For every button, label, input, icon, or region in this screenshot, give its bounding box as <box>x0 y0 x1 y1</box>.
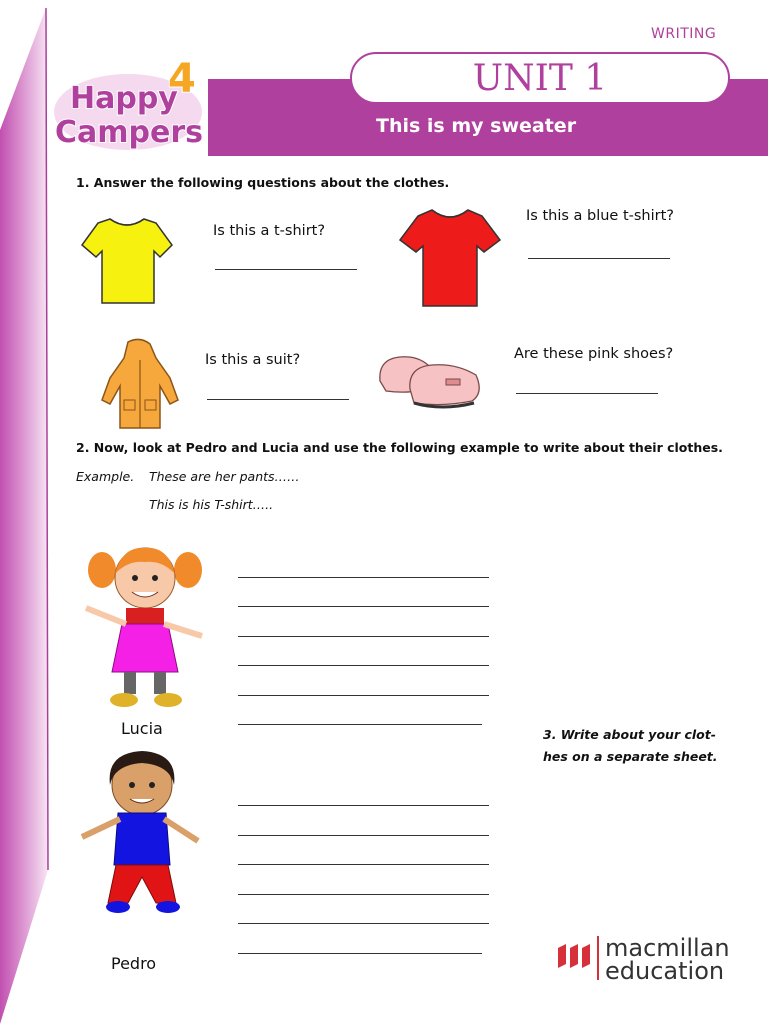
macmillan-logo-icon <box>556 940 594 970</box>
girl-lucia-illustration <box>82 540 208 712</box>
answer-line-4[interactable] <box>516 392 658 394</box>
yellow-tshirt-icon <box>80 215 174 307</box>
exercise-2-heading: 2. Now, look at Pedro and Lucia and use the following example to write about their clothes. <box>76 440 723 455</box>
exercise-1-heading: 1. Answer the following questions about the clothes. <box>76 175 450 190</box>
raincoat-icon <box>100 338 180 430</box>
question-3: Is this a suit? <box>205 352 301 368</box>
lucia-answer-line[interactable] <box>238 576 489 578</box>
pedro-answer-line[interactable] <box>238 863 489 865</box>
pedro-answer-line[interactable] <box>238 893 489 895</box>
pedro-answer-line[interactable] <box>238 834 489 836</box>
exercise-3-line-2: hes on a separate sheet. <box>543 749 718 764</box>
publisher-divider <box>597 936 599 980</box>
question-1: Is this a t-shirt? <box>213 223 326 239</box>
answer-line-3[interactable] <box>207 398 349 400</box>
pink-shoes-icon <box>376 345 486 411</box>
question-2: Is this a blue t-shirt? <box>526 208 674 224</box>
child-name-lucia: Lucia <box>121 719 163 738</box>
answer-line-1[interactable] <box>215 268 357 270</box>
happy-campers-logo <box>50 50 208 160</box>
example-line-1: These are her pants…… <box>149 469 300 484</box>
lucia-answer-line[interactable] <box>238 694 489 696</box>
svg-text:Campers: Campers <box>55 115 203 150</box>
red-tshirt-icon <box>398 206 502 310</box>
answer-line-2[interactable] <box>528 257 670 259</box>
pedro-answer-line[interactable] <box>238 804 489 806</box>
publisher-name-line-1: macmillan <box>605 934 730 962</box>
svg-text:4: 4 <box>168 56 196 102</box>
exercise-3-line-1: 3. Write about your clot- <box>543 727 716 742</box>
example-line-2: This is his T-shirt….. <box>149 497 274 512</box>
page-subtitle: This is my sweater <box>376 115 577 137</box>
lucia-answer-line[interactable] <box>238 664 489 666</box>
svg-text:Happy: Happy <box>70 81 178 116</box>
child-name-pedro: Pedro <box>111 954 157 973</box>
lucia-answer-line[interactable] <box>238 605 489 607</box>
exercise-3-instruction <box>543 724 723 768</box>
question-4: Are these pink shoes? <box>514 346 674 362</box>
pedro-answer-line[interactable] <box>238 922 489 924</box>
pedro-answer-line[interactable] <box>238 952 482 954</box>
example-label: Example. <box>76 469 135 484</box>
section-tag: WRITING <box>651 26 717 42</box>
lucia-answer-line[interactable] <box>238 635 489 637</box>
unit-title: UNIT 1 <box>350 52 730 104</box>
publisher-name-line-2: education <box>605 957 725 985</box>
lucia-answer-line[interactable] <box>238 723 482 725</box>
boy-pedro-illustration <box>80 747 202 917</box>
decorative-sidebar <box>0 0 50 1024</box>
